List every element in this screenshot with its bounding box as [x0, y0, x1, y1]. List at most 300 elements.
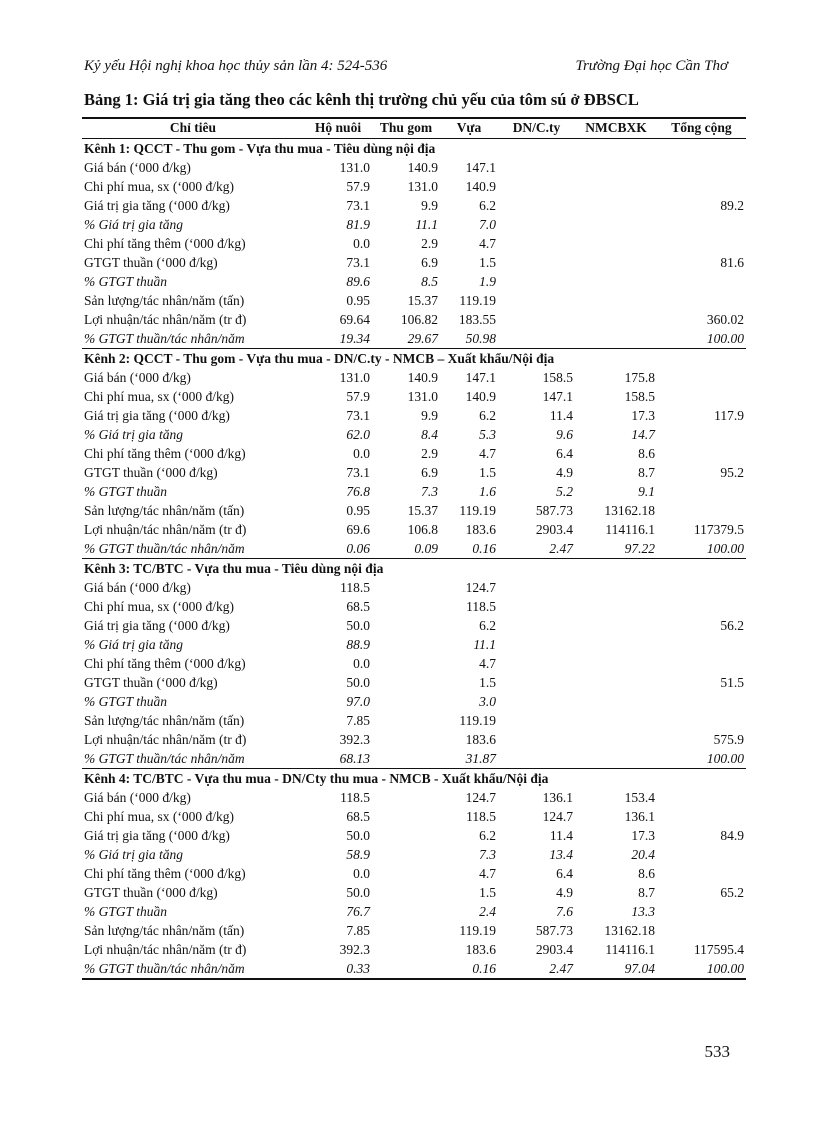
cell-value: 15.37 [407, 292, 438, 308]
cell-value: 140.9 [465, 178, 496, 194]
cell-value: 140.9 [407, 369, 438, 385]
cell-value [498, 329, 575, 349]
cell-value [575, 215, 657, 234]
cell-value [498, 673, 575, 692]
row-label: % GTGT thuần [84, 483, 168, 499]
cell-value [657, 158, 746, 177]
cell-value: 6.4 [556, 865, 573, 881]
cell-value: 575.9 [713, 731, 744, 747]
cell-value: 2903.4 [535, 521, 573, 537]
cell-value: 0.16 [440, 959, 498, 979]
cell-value: 76.7 [346, 903, 370, 919]
row-label: % Giá trị gia tăng [84, 846, 184, 862]
cell-value: 97.0 [346, 693, 370, 709]
cell-value: 62.0 [346, 426, 370, 442]
cell-value: 2903.4 [535, 941, 573, 957]
cell-value: 1.9 [479, 273, 496, 289]
table-row [82, 826, 746, 845]
table-row [82, 883, 746, 902]
row-label: Sản lượng/tác nhân/năm (tấn) [84, 922, 245, 938]
cell-value: 4.7 [479, 235, 496, 251]
table-row [82, 616, 746, 635]
running-header-right: Trường Đại học Cần Thơ [575, 58, 728, 74]
cell-value [498, 272, 575, 291]
table-row [82, 788, 746, 807]
cell-value: 7.3 [421, 483, 438, 499]
table-row [82, 730, 746, 749]
cell-value [575, 329, 657, 349]
cell-value [372, 864, 440, 883]
cell-value [498, 749, 575, 769]
cell-value: 100.00 [657, 329, 746, 349]
cell-value [372, 921, 440, 940]
cell-value: 6.2 [479, 197, 496, 213]
cell-value: 8.7 [638, 464, 655, 480]
cell-value: 100.00 [657, 539, 746, 559]
value-added-table [82, 117, 746, 980]
row-label: Chi phí tăng thêm (‘000 đ/kg) [84, 235, 246, 251]
cell-value: 8.4 [421, 426, 438, 442]
cell-value: 9.6 [556, 426, 573, 442]
cell-value [575, 272, 657, 291]
cell-value [575, 692, 657, 711]
section-row [82, 348, 746, 368]
cell-value [498, 711, 575, 730]
cell-value: 106.8 [407, 521, 438, 537]
cell-value [657, 425, 746, 444]
header-row [82, 118, 746, 138]
table-row [82, 520, 746, 539]
cell-value: 81.9 [346, 216, 370, 232]
row-label: Sản lượng/tác nhân/năm (tấn) [84, 502, 245, 518]
table-row [82, 940, 746, 959]
cell-value [372, 826, 440, 845]
cell-value: 57.9 [346, 178, 370, 194]
table-row [82, 921, 746, 940]
cell-value [372, 692, 440, 711]
section-title: Kênh 3: TC/BTC - Vựa thu mua - Tiêu dùng nội địa [84, 560, 384, 576]
row-label: % Giá trị gia tăng [84, 216, 184, 232]
cell-value: 2.9 [421, 445, 438, 461]
row-label: Chi phí tăng thêm (‘000 đ/kg) [84, 865, 246, 881]
cell-value: 11.1 [415, 216, 438, 232]
table-row [82, 749, 746, 769]
cell-value [575, 196, 657, 215]
row-label: Lợi nhuận/tác nhân/năm (tr đ) [84, 311, 247, 327]
cell-value: 8.6 [638, 445, 655, 461]
cell-value: 17.3 [631, 827, 655, 843]
cell-value [657, 635, 746, 654]
cell-value [575, 177, 657, 196]
column-header: Vựa [440, 118, 498, 138]
cell-value: 2.4 [479, 903, 496, 919]
table-row [82, 654, 746, 673]
cell-value: 13162.18 [604, 922, 655, 938]
table-row [82, 711, 746, 730]
cell-value [372, 597, 440, 616]
cell-value: 50.0 [346, 674, 370, 690]
cell-value: 131.0 [407, 388, 438, 404]
cell-value: 7.3 [479, 846, 496, 862]
cell-value: 50.0 [346, 827, 370, 843]
cell-value [372, 940, 440, 959]
cell-value [657, 864, 746, 883]
cell-value: 50.0 [346, 617, 370, 633]
cell-value: 1.6 [479, 483, 496, 499]
cell-value: 4.7 [479, 655, 496, 671]
cell-value: 2.47 [498, 959, 575, 979]
cell-value: 11.4 [549, 827, 573, 843]
table-row [82, 692, 746, 711]
cell-value: 89.2 [720, 197, 744, 213]
cell-value: 9.1 [638, 483, 655, 499]
section-row [82, 768, 746, 788]
row-label: Chi phí mua, sx (‘000 đ/kg) [84, 808, 234, 824]
cell-value [498, 253, 575, 272]
cell-value: 50.98 [440, 329, 498, 349]
cell-value: 117379.5 [693, 521, 744, 537]
table-row [82, 406, 746, 425]
cell-value [372, 730, 440, 749]
row-label: Giá trị gia tăng (‘000 đ/kg) [84, 407, 230, 423]
cell-value: 3.0 [479, 693, 496, 709]
table-row [82, 864, 746, 883]
column-header: NMCBXK [575, 118, 657, 138]
cell-value [657, 902, 746, 921]
cell-value: 89.6 [346, 273, 370, 289]
cell-value: 2.9 [421, 235, 438, 251]
cell-value [575, 158, 657, 177]
cell-value: 587.73 [535, 922, 573, 938]
table-header [82, 118, 746, 138]
cell-value: 69.64 [339, 311, 370, 327]
cell-value: 13.4 [549, 846, 573, 862]
table-row [82, 597, 746, 616]
cell-value: 57.9 [346, 388, 370, 404]
cell-value: 140.9 [465, 388, 496, 404]
table-row [82, 444, 746, 463]
column-header: Thu gom [372, 118, 440, 138]
cell-value: 7.0 [479, 216, 496, 232]
cell-value: 9.9 [421, 197, 438, 213]
cell-value [657, 597, 746, 616]
table-row [82, 673, 746, 692]
cell-value: 17.3 [631, 407, 655, 423]
cell-value [657, 845, 746, 864]
cell-value [498, 310, 575, 329]
section-row [82, 558, 746, 578]
cell-value: 31.87 [440, 749, 498, 769]
cell-value: 6.2 [479, 407, 496, 423]
cell-value: 56.2 [720, 617, 744, 633]
cell-value [657, 215, 746, 234]
cell-value: 5.3 [479, 426, 496, 442]
cell-value [575, 749, 657, 769]
table-row [82, 635, 746, 654]
table-row [82, 387, 746, 406]
section-title: Kênh 2: QCCT - Thu gom - Vựa thu mua - DN/C.ty - NMCB – Xuất khẩu/Nội địa [84, 350, 555, 366]
cell-value: 124.7 [465, 789, 496, 805]
table-row [82, 578, 746, 597]
cell-value [575, 234, 657, 253]
row-label: Sản lượng/tác nhân/năm (tấn) [84, 712, 245, 728]
cell-value: 147.1 [542, 388, 573, 404]
cell-value: 140.9 [407, 159, 438, 175]
cell-value [498, 215, 575, 234]
section-title: Kênh 1: QCCT - Thu gom - Vựa thu mua - Tiêu dùng nội địa [84, 140, 436, 156]
row-label: Giá bán (‘000 đ/kg) [84, 789, 191, 805]
row-label: Chi phí tăng thêm (‘000 đ/kg) [84, 655, 246, 671]
cell-value: 88.9 [346, 636, 370, 652]
cell-value: 51.5 [720, 674, 744, 690]
cell-value: 20.4 [631, 846, 655, 862]
cell-value [575, 654, 657, 673]
column-header: DN/C.ty [498, 118, 575, 138]
cell-value: 11.1 [473, 636, 496, 652]
cell-value [575, 616, 657, 635]
cell-value [657, 291, 746, 310]
cell-value: 0.0 [353, 655, 370, 671]
cell-value: 0.06 [304, 539, 372, 559]
cell-value [498, 616, 575, 635]
cell-value [657, 177, 746, 196]
cell-value [372, 635, 440, 654]
row-label: GTGT thuần (‘000 đ/kg) [84, 674, 218, 690]
table-row [82, 368, 746, 387]
cell-value: 84.9 [720, 827, 744, 843]
cell-value: 6.4 [556, 445, 573, 461]
cell-value: 100.00 [657, 959, 746, 979]
table-row [82, 158, 746, 177]
cell-value [372, 788, 440, 807]
table-row [82, 196, 746, 215]
row-label: Giá bán (‘000 đ/kg) [84, 159, 191, 175]
cell-value: 0.16 [440, 539, 498, 559]
cell-value [372, 673, 440, 692]
row-label: Lợi nhuận/tác nhân/năm (tr đ) [84, 521, 247, 537]
row-label: Giá bán (‘000 đ/kg) [84, 369, 191, 385]
cell-value: 117595.4 [693, 941, 744, 957]
row-label: Chi phí mua, sx (‘000 đ/kg) [84, 178, 234, 194]
cell-value [657, 654, 746, 673]
cell-value [657, 482, 746, 501]
cell-value [498, 578, 575, 597]
cell-value: 147.1 [465, 369, 496, 385]
cell-value: 76.8 [346, 483, 370, 499]
cell-value: 8.7 [638, 884, 655, 900]
cell-value: 158.5 [542, 369, 573, 385]
row-label: % GTGT thuần [84, 273, 168, 289]
cell-value: 11.4 [549, 407, 573, 423]
cell-value [498, 730, 575, 749]
cell-value [657, 711, 746, 730]
cell-value: 50.0 [346, 884, 370, 900]
cell-value [657, 387, 746, 406]
cell-value: 1.5 [479, 884, 496, 900]
row-label: Chi phí mua, sx (‘000 đ/kg) [84, 388, 234, 404]
cell-value: 81.6 [720, 254, 744, 270]
row-label: % GTGT thuần/tác nhân/năm [82, 539, 304, 559]
cell-value: 119.19 [459, 292, 496, 308]
table-row [82, 177, 746, 196]
cell-value [498, 692, 575, 711]
cell-value [575, 730, 657, 749]
cell-value: 0.0 [353, 445, 370, 461]
cell-value: 73.1 [346, 464, 370, 480]
row-label: Giá bán (‘000 đ/kg) [84, 579, 191, 595]
cell-value [372, 711, 440, 730]
cell-value: 14.7 [631, 426, 655, 442]
cell-value [372, 902, 440, 921]
table-row [82, 807, 746, 826]
table-row [82, 272, 746, 291]
cell-value: 392.3 [339, 941, 370, 957]
row-label: GTGT thuần (‘000 đ/kg) [84, 254, 218, 270]
cell-value [657, 578, 746, 597]
cell-value [575, 635, 657, 654]
table-row [82, 215, 746, 234]
cell-value: 6.2 [479, 827, 496, 843]
cell-value: 124.7 [465, 579, 496, 595]
cell-value [372, 578, 440, 597]
table-row [82, 463, 746, 482]
cell-value: 360.02 [706, 311, 744, 327]
cell-value: 4.9 [556, 884, 573, 900]
row-label: % GTGT thuần [84, 693, 168, 709]
cell-value: 7.85 [346, 712, 370, 728]
row-label: GTGT thuần (‘000 đ/kg) [84, 464, 218, 480]
cell-value: 5.2 [556, 483, 573, 499]
table-row [82, 539, 746, 559]
cell-value: 7.6 [556, 903, 573, 919]
cell-value [657, 501, 746, 520]
cell-value [657, 234, 746, 253]
cell-value: 95.2 [720, 464, 744, 480]
cell-value [575, 711, 657, 730]
table-row [82, 902, 746, 921]
cell-value: 131.0 [339, 369, 370, 385]
cell-value: 73.1 [346, 254, 370, 270]
cell-value: 13.3 [631, 903, 655, 919]
table-caption: Bảng 1: Giá trị gia tăng theo các kênh thị trường chủ yếu của tôm sú ở ĐBSCL [84, 90, 639, 109]
cell-value: 136.1 [542, 789, 573, 805]
section-row [82, 138, 746, 158]
cell-value: 65.2 [720, 884, 744, 900]
cell-value: 4.7 [479, 445, 496, 461]
cell-value: 6.9 [421, 464, 438, 480]
cell-value: 69.6 [346, 521, 370, 537]
cell-value: 114116.1 [605, 521, 655, 537]
column-header: Hộ nuôi [304, 118, 372, 138]
cell-value: 0.33 [304, 959, 372, 979]
cell-value [657, 692, 746, 711]
table-row [82, 291, 746, 310]
cell-value: 68.5 [346, 808, 370, 824]
row-label: Sản lượng/tác nhân/năm (tấn) [84, 292, 245, 308]
cell-value: 114116.1 [605, 941, 655, 957]
cell-value [657, 788, 746, 807]
cell-value: 119.19 [459, 922, 496, 938]
table-row [82, 845, 746, 864]
cell-value [372, 845, 440, 864]
cell-value: 1.5 [479, 464, 496, 480]
table-row [82, 310, 746, 329]
table-row [82, 482, 746, 501]
cell-value: 100.00 [657, 749, 746, 769]
cell-value [372, 749, 440, 769]
cell-value: 183.55 [458, 311, 496, 327]
cell-value [372, 959, 440, 979]
cell-value [575, 310, 657, 329]
cell-value: 7.85 [346, 922, 370, 938]
table-row [82, 234, 746, 253]
cell-value: 131.0 [407, 178, 438, 194]
cell-value [498, 196, 575, 215]
cell-value: 97.22 [575, 539, 657, 559]
cell-value: 131.0 [339, 159, 370, 175]
cell-value: 13162.18 [604, 502, 655, 518]
cell-value [372, 654, 440, 673]
cell-value [372, 616, 440, 635]
cell-value: 19.34 [304, 329, 372, 349]
table-row [82, 425, 746, 444]
cell-value: 73.1 [346, 407, 370, 423]
cell-value: 1.5 [479, 674, 496, 690]
column-header: Chỉ tiêu [82, 118, 304, 138]
cell-value [575, 291, 657, 310]
cell-value [498, 291, 575, 310]
cell-value [657, 921, 746, 940]
cell-value: 175.8 [624, 369, 655, 385]
cell-value [498, 597, 575, 616]
cell-value [657, 272, 746, 291]
cell-value: 106.82 [400, 311, 438, 327]
cell-value [575, 673, 657, 692]
cell-value [498, 177, 575, 196]
cell-value: 183.6 [465, 521, 496, 537]
cell-value: 73.1 [346, 197, 370, 213]
cell-value: 0.0 [353, 235, 370, 251]
row-label: Chi phí tăng thêm (‘000 đ/kg) [84, 445, 246, 461]
cell-value: 136.1 [624, 808, 655, 824]
cell-value: 1.5 [479, 254, 496, 270]
cell-value [575, 578, 657, 597]
cell-value [372, 807, 440, 826]
running-header-left: Kỷ yếu Hội nghị khoa học thủy sản lần 4: 524-536 [84, 58, 388, 74]
row-label: % GTGT thuần [84, 903, 168, 919]
cell-value: 2.47 [498, 539, 575, 559]
cell-value: 8.6 [638, 865, 655, 881]
cell-value: 0.0 [353, 865, 370, 881]
cell-value [498, 654, 575, 673]
cell-value: 118.5 [466, 598, 496, 614]
row-label: Lợi nhuận/tác nhân/năm (tr đ) [84, 941, 247, 957]
cell-value: 153.4 [624, 789, 655, 805]
row-label: % GTGT thuần/tác nhân/năm [82, 959, 304, 979]
row-label: Giá trị gia tăng (‘000 đ/kg) [84, 197, 230, 213]
cell-value: 117.9 [714, 407, 744, 423]
cell-value: 4.7 [479, 865, 496, 881]
row-label: Chi phí mua, sx (‘000 đ/kg) [84, 598, 234, 614]
cell-value: 118.5 [340, 579, 370, 595]
cell-value: 183.6 [465, 731, 496, 747]
cell-value: 0.95 [346, 502, 370, 518]
cell-value: 118.5 [340, 789, 370, 805]
cell-value: 6.2 [479, 617, 496, 633]
section-title: Kênh 4: TC/BTC - Vựa thu mua - DN/Cty thu mua - NMCB - Xuất khẩu/Nội địa [84, 770, 549, 786]
cell-value [575, 597, 657, 616]
cell-value: 29.67 [372, 329, 440, 349]
